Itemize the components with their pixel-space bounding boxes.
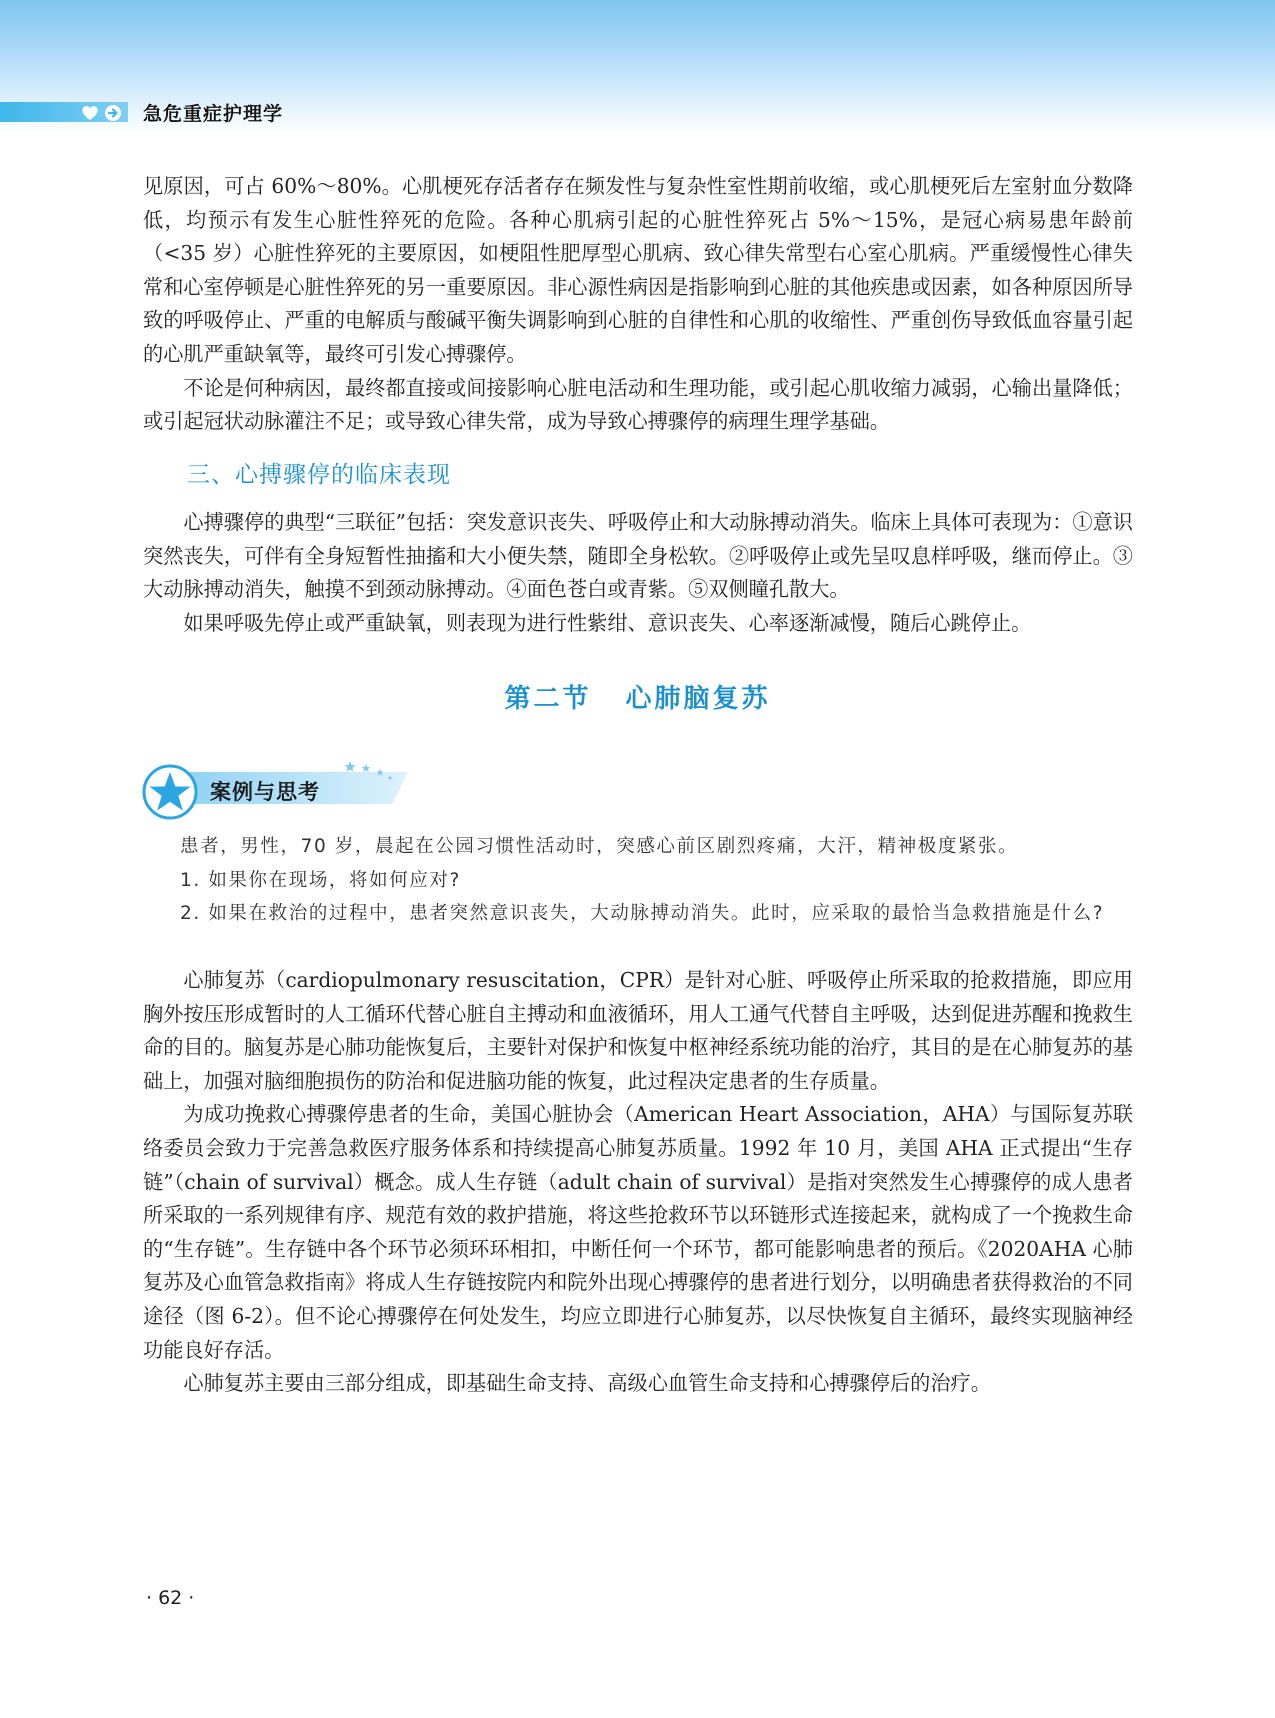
- paragraph: 见原因，可占 60%～80%。心肌梗死存活者存在频发性与复杂性室性期前收缩，或心肌梗死后左室射血分数降低，均预示有发生心脏性猝死的危险。各种心肌病引起的心脏性猝死占 5%～15%，是冠心病易患年龄前（<35 岁）心脏性猝死的主要原因，如梗阻性肥厚型心肌病、致心律失常型右心室心肌病。严重缓慢性心律失常和心室停顿是心脏性猝死的另一重要原因。非心源性病因是指影响到心脏的其他疾患或因素，如各种原因所导致的呼吸停止、严重的电解质与酸碱平衡失调影响到心脏的自律性和心肌的收缩性、严重创伤导致低血容量引起的心肌严重缺氧等，最终可引发心搏骤停。: [143, 174, 1133, 366]
- header-icons: [80, 103, 128, 123]
- paragraph: 心肺复苏主要由三部分组成，即基础生命支持、高级心血管生命支持和心搏骤停后的治疗。: [183, 1371, 991, 1396]
- clinical-text: [143, 506, 1133, 640]
- paragraph: 为成功挽救心搏骤停患者的生命，美国心脏协会（American Heart Association，AHA）与国际复苏联络委员会致力于完善急救医疗服务体系和持续提高心肺复苏质量。1992 年 10 月，美国 AHA 正式提出“生存链”（chain of survival）概念。成人生存链（adult chain of survival）是指对突然发生心搏骤停的成人患者所采取的一系列规律有序、规范有效的救护措施，将这些抢救环节以环链形式连接起来，就构成了一个挽救生命的“生存链”。生存链中各个环节必须环环相扣，中断任何一个环节，都可能影响患者的预后。《2020AHA 心肺复苏及心血管急救指南》将成人生存链按院内和院外出现心搏骤停的患者进行划分，以明确患者获得救治的不同途径（图 6-2）。但不论心搏骤停在何处发生，均应立即进行心肺复苏，以尽快恢复自主循环，最终实现脑神经功能良好存活。: [143, 1102, 1133, 1362]
- paragraph: 不论是何种病因，最终都直接或间接影响心脏电活动和生理功能，或引起心肌收缩力减弱，心输出量降低；或引起冠状动脉灌注不足；或导致心律失常，成为导致心搏骤停的病理生理学基础。: [143, 375, 1133, 434]
- page-number: · 62 ·: [146, 1587, 195, 1609]
- intro-text: [143, 170, 1133, 439]
- chapter-heading: [0, 678, 1275, 715]
- case-text: [143, 830, 1133, 931]
- paragraph: 心搏骤停的典型“三联征”包括：突发意识丧失、呼吸停止和大动脉搏动消失。临床上具体可表现为：①意识突然丧失，可伴有全身短暂性抽搐和大小便失禁，随即全身松软。②呼吸停止或先呈叹息样呼吸，继而停止。③大动脉搏动消失，触摸不到颈动脉搏动。④面色苍白或青紫。⑤双侧瞳孔散大。: [143, 510, 1133, 602]
- case-line: 1. 如果你在现场，将如何应对?: [180, 869, 461, 891]
- cpr-text: [143, 964, 1133, 1401]
- chapter-title: 心肺脑复苏: [625, 684, 771, 714]
- case-line: 2. 如果在救治的过程中，患者突然意识丧失，大动脉搏动消失。此时，应采取的最恰当急救措施是什么?: [180, 903, 1105, 925]
- section-heading: 三、心搏骤停的临床表现: [187, 462, 451, 488]
- arrow-right-icon: [105, 105, 121, 121]
- case-line: 患者，男性，70 岁，晨起在公园习惯性活动时，突感心前区剧烈疼痛，大汗，精神极度紧张。: [180, 836, 1019, 857]
- paragraph: 心肺复苏（cardiopulmonary resuscitation，CPR）是针对心脏、呼吸停止所采取的抢救措施，即应用胸外按压形成暂时的人工循环代替心脏自主搏动和血液循环，用人工通气代替自主呼吸，达到促进苏醒和挽救生命的目的。脑复苏是心肺功能恢复后，主要针对保护和恢复中枢神经系统功能的治疗，其目的是在心肺复苏的基础上，加强对脑细胞损伤的防治和促进脑功能的恢复，此过程决定患者的生存质量。: [143, 968, 1133, 1093]
- heart-icon: [82, 106, 97, 120]
- case-title: 案例与思考: [210, 780, 320, 804]
- running-header-title: 急危重症护理学: [143, 103, 284, 125]
- paragraph: 如果呼吸先停止或严重缺氧，则表现为进行性紫绀、意识丧失、心率逐渐减慢，随后心跳停止。: [183, 610, 1032, 635]
- chapter-number: 第二节: [504, 684, 592, 714]
